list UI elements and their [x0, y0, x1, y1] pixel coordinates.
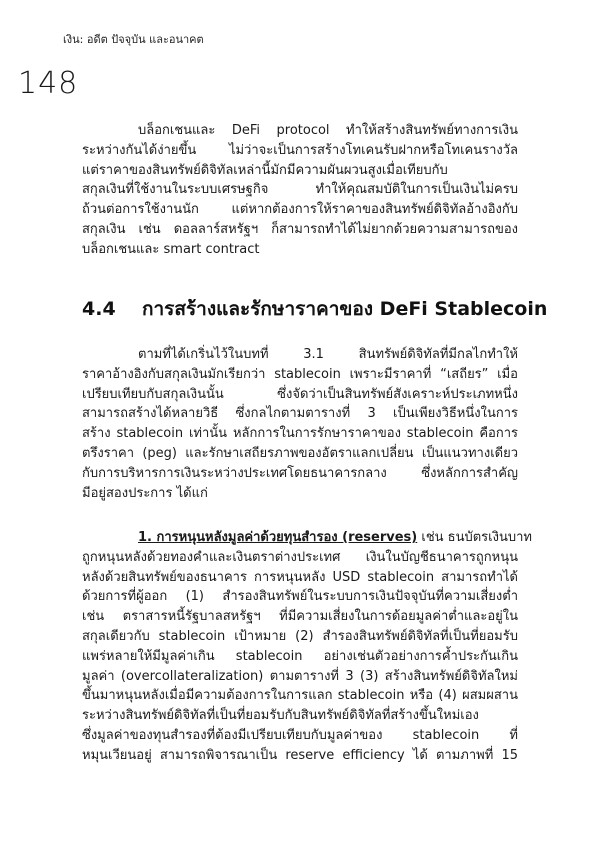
text-line: หลังด้วยสินทรัพย์ของธนาคาร การหนุนหลัง USD stablecoin สามารถทำได้ [82, 569, 518, 585]
text-line: มีอยู่สองประการ ได้แก่ [82, 485, 208, 501]
text-line: มูลค่า (overcollateralization) ตามตารางที่ 3 (3) สร้างสินทรัพย์ดิจิทัลใหม่ [82, 668, 518, 684]
paragraph-stablecoin-intro [82, 345, 518, 503]
text-line: กับการบริหารการเงินระหว่างประเทศโดยธนาคารกลาง ซึ่งหลักการสำคัญ [82, 465, 518, 481]
paragraph-reserves [82, 528, 532, 766]
text-line: ระหว่างกันได้ง่ายขึ้น ไม่ว่าจะเป็นการสร้างโทเคนรับฝากหรือโทเคนรางวัล [82, 142, 518, 158]
text-line: แพร่หลายให้มีมูลค่าเกิน stablecoin อย่างเช่นตัวอย่างการค้ำประกันเกิน [82, 648, 518, 664]
text-line: แต่ราคาของสินทรัพย์ดิจิทัลเหล่านี้มักมีความผันผวนสูงเมื่อเทียบกับ [82, 162, 448, 178]
text-line: ซึ่งมูลค่าของทุนสำรองที่ต้องมีเปรียบเทียบกับมูลค่าของ stablecoin ที่ [82, 727, 518, 743]
section-title: การสร้างและรักษาราคาของ DeFi Stablecoin [142, 298, 548, 320]
paragraph-intro [82, 121, 518, 260]
text-line: บล็อกเชนและ DeFi protocol ทำให้สร้างสินทรัพย์ทางการเงิน [138, 123, 518, 138]
text-line: เช่น ตราสารหนี้รัฐบาลสหรัฐฯ ที่มีความเสี่ยงในการด้อยมูลค่าต่ำและอยู่ใน [82, 609, 518, 625]
text-line: สร้าง stablecoin เท่านั้น หลักการในการรักษาราคาของ stablecoin คือการ [82, 426, 518, 442]
section-heading [82, 294, 547, 324]
running-title: เงิน: อดีต ปัจจุบัน และอนาคต [63, 33, 204, 46]
text-line: สกุลเงิน เช่น ดอลลาร์สหรัฐฯ ก็สามารถทำได้ไม่ยากด้วยความสามารถของ [82, 221, 518, 237]
text-line: ขึ้นมาหนุนหลังเมื่อมีความต้องการในการแลก stablecoin หรือ (4) ผสมผสาน [82, 688, 518, 704]
text-line: ด้วยการที่ผู้ออก (1) สำรองสินทรัพย์ในระบบการเงินปัจจุบันที่ความเสี่ยงต่ำ [82, 589, 518, 605]
text-line: ตรึงราคา (peg) และรักษาเสถียรภาพของอัตราแลกเปลี่ยน เป็นแนวทางเดียว [82, 445, 518, 461]
text-line: ถ้วนต่อการใช้งานนัก แต่หากต้องการให้ราคาของสินทรัพย์ดิจิทัลอ้างอิงกับ [82, 202, 518, 218]
text-line: เปรียบเทียบกับสกุลเงินนั้น ซึ่งจัดว่าเป็นสินทรัพย์สังเคราะห์ประเภทหนึ่ง [82, 386, 518, 402]
text-line: ระหว่างสินทรัพย์ดิจิทัลที่เป็นที่ยอมรับกับสินทรัพย์ดิจิทัลที่สร้างขึ้นใหม่เอง [82, 708, 479, 724]
text-line: สกุลเงินที่ใช้งานในระบบเศรษฐกิจ ทำให้คุณสมบัติในการเป็นเงินไม่ครบ [82, 182, 518, 198]
reserves-heading: 1. การหนุนหลังมูลค่าด้วยทุนสำรอง (reserves) [138, 530, 418, 545]
page-number: 148 [18, 66, 79, 101]
reserves-heading-rest: เช่น ธนบัตรเงินบาท [417, 530, 532, 545]
text-line: หมุนเวียนอยู่ สามารถพิจารณาเป็น reserve efficiency ได้ ตามภาพที่ 15 [82, 747, 518, 763]
text-line [82, 528, 532, 548]
text-line: ราคาอ้างอิงกับสกุลเงินมักเรียกว่า stablecoin เพราะมีราคาที่ “เสถียร” เมื่อ [82, 366, 518, 382]
text-line: บล็อกเชนและ smart contract [82, 241, 260, 257]
text-line: สกุลเดียวกับ stablecoin เป้าหมาย (2) สำรองสินทรัพย์ดิจิทัลที่เป็นที่ยอมรับ [82, 628, 518, 644]
section-number: 4.4 [82, 298, 116, 320]
text-line: สามารถสร้างได้หลายวิธี ซึ่งกลไกตามตารางที่ 3 เป็นเพียงวิธีหนึ่งในการ [82, 406, 518, 422]
text-line: ถูกหนุนหลังด้วยทองคำและเงินตราต่างประเทศ เงินในบัญชีธนาคารถูกหนุน [82, 549, 518, 565]
text-line: ตามที่ได้เกริ่นไว้ในบทที่ 3.1 สินทรัพย์ดิจิทัลที่มีกลไกทำให้ [138, 347, 518, 362]
